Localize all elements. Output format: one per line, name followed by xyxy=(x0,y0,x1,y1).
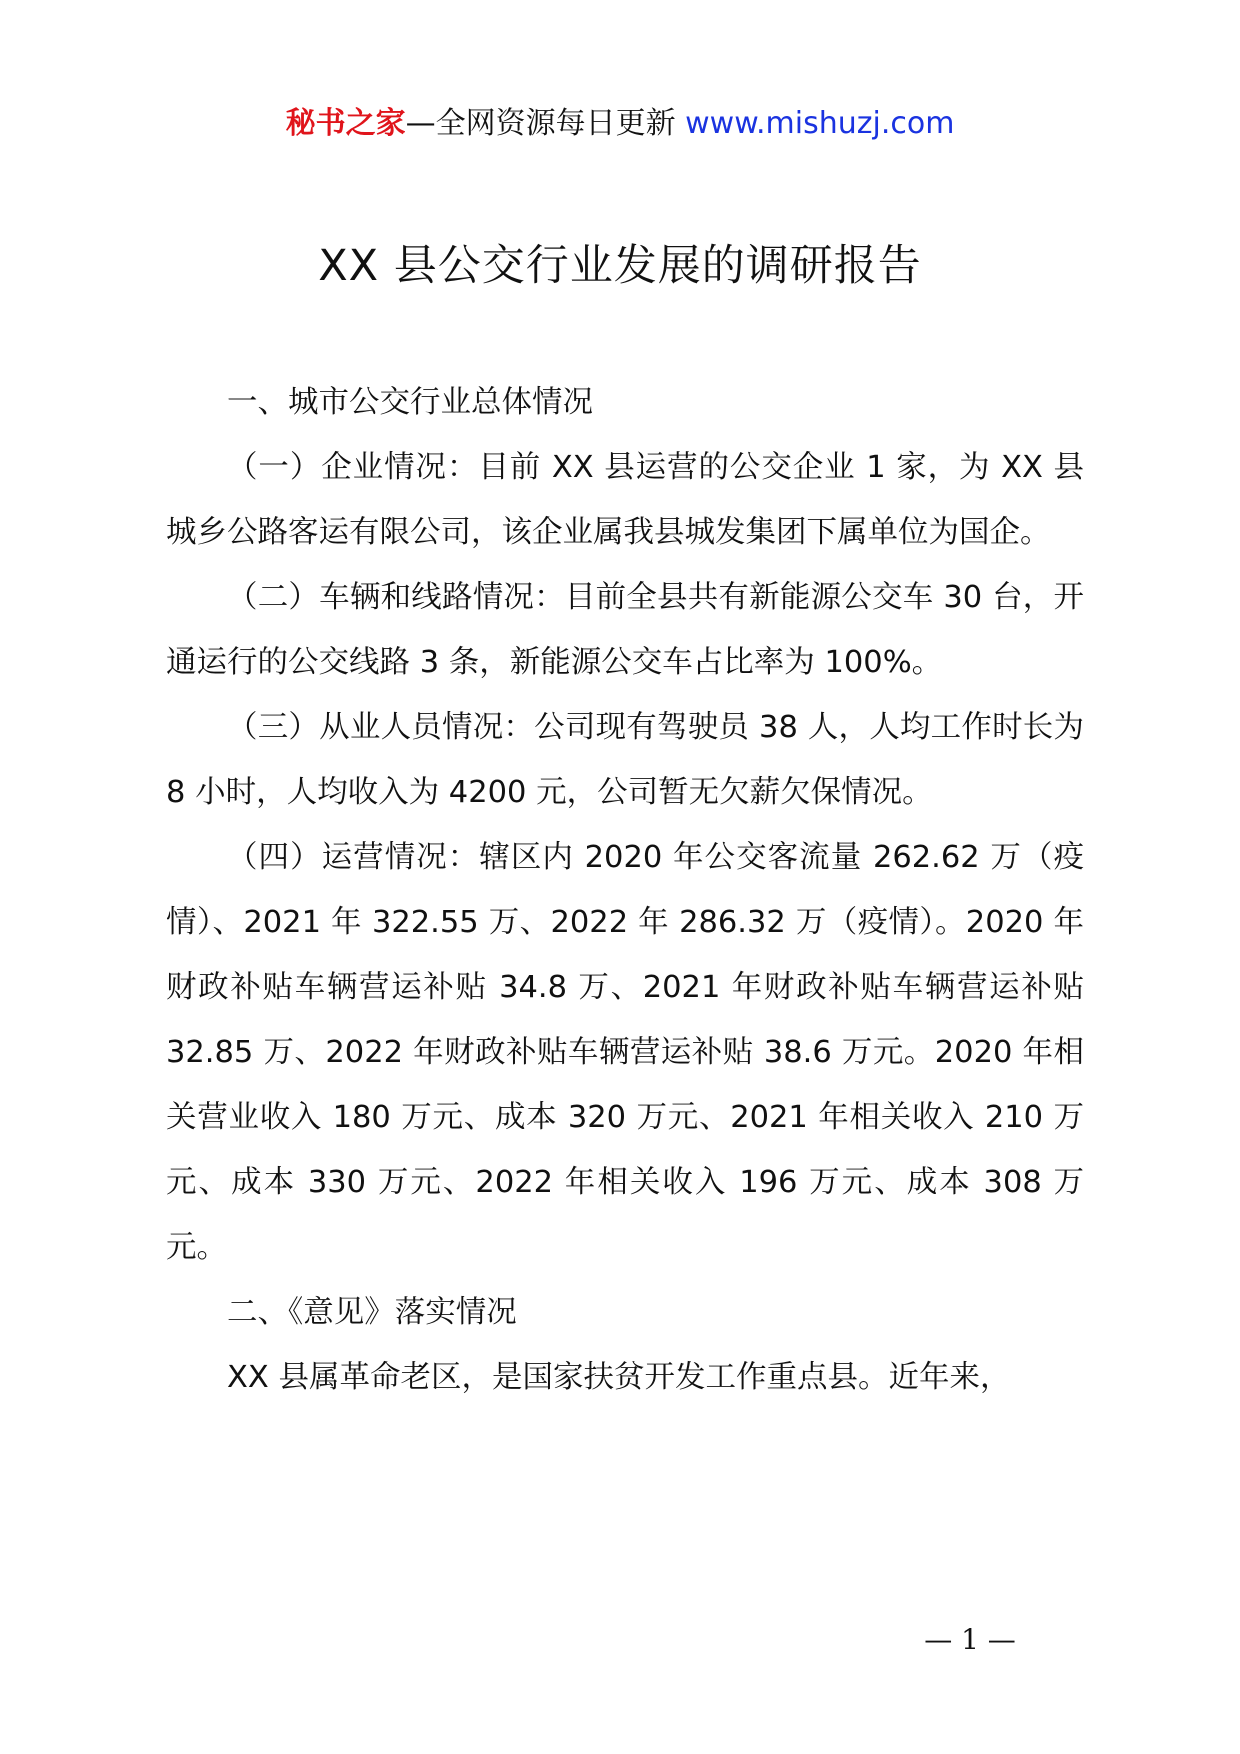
body-paragraph: （二）车辆和线路情况：目前全县共有新能源公交车 30 台，开通运行的公交线路 3 条，新能源公交车占比率为 100%。 xyxy=(166,580,1084,680)
header-tagline: —全网资源每日更新 xyxy=(405,106,686,141)
body-paragraph: （一）企业情况：目前 XX 县运营的公交企业 1 家，为 XX 县城乡公路客运有限公司，该企业属我县城发集团下属单位为国企。 xyxy=(166,450,1084,550)
site-url-link[interactable]: www.mishuzj.com xyxy=(685,106,955,141)
page-number: — 1 — xyxy=(924,1623,1016,1656)
body-paragraph: XX 县属革命老区，是国家扶贫开发工作重点县。近年来， xyxy=(227,1360,1011,1395)
section-heading: 一、城市公交行业总体情况 xyxy=(227,385,593,420)
document-body xyxy=(166,370,1084,1410)
document-title: XX 县公交行业发展的调研报告 xyxy=(318,241,922,291)
brand-name: 秘书之家 xyxy=(285,106,406,141)
body-paragraph: （三）从业人员情况：公司现有驾驶员 38 人，人均工作时长为 8 小时，人均收入为 4200 元，公司暂无欠薪欠保情况。 xyxy=(166,710,1084,810)
site-header xyxy=(0,104,1240,144)
section-heading: 二、《意见》落实情况 xyxy=(227,1295,517,1330)
body-paragraph: （四）运营情况：辖区内 2020 年公交客流量 262.62 万（疫情）、2021 年 322.55 万、2022 年 286.32 万（疫情）。2020 年财政补贴车辆营运补贴 34.8 万、2021 年财政补贴车辆营运补贴 32.85 万、2022 年财政补贴车辆营运补贴 38.6 万元。2020 年相关营业收入 180 万元、成本 320 万元、2021 年相关收入 210 万元、成本 330 万元、2022 年相关收入 196 万元、成本 308 万元。 xyxy=(166,840,1084,1265)
